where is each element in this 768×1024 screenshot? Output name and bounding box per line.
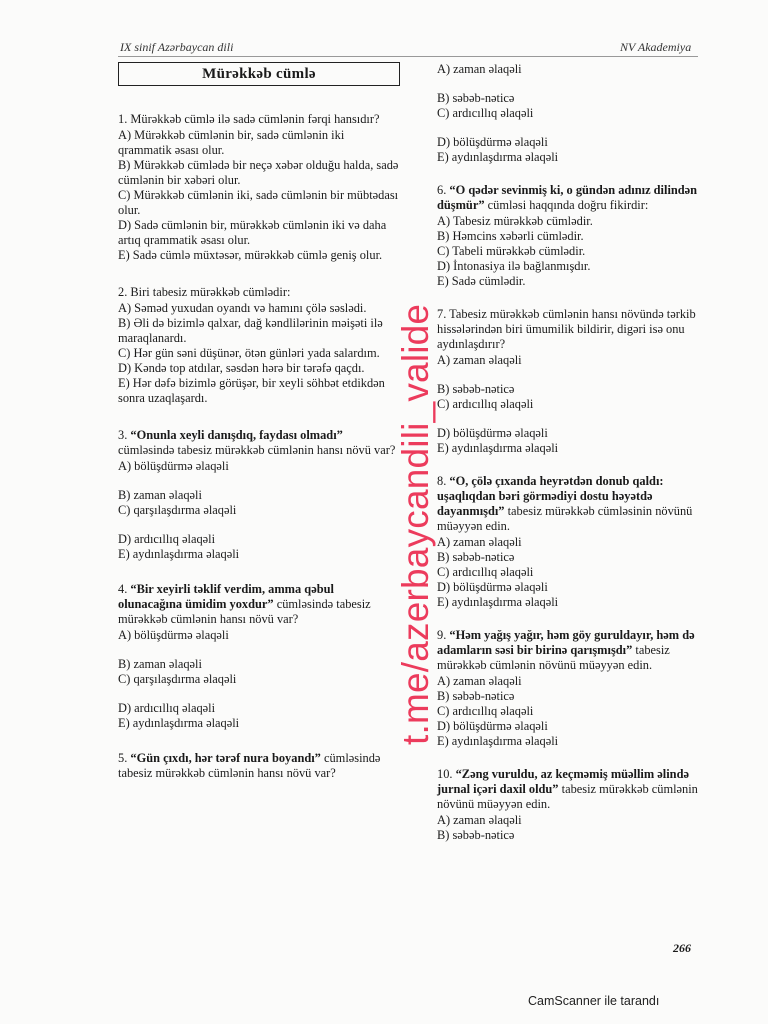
option-a: A) zaman əlaqəli xyxy=(437,535,522,549)
option-c: C) Mürəkkəb cümlənin iki, sadə cümlənin bir mübtədası olur. xyxy=(118,188,399,217)
option-d: D) Sadə cümlənin bir, mürəkkəb cümlənin iki və daha artıq qrammatik əsası olur. xyxy=(118,218,387,247)
question-5 xyxy=(118,751,400,781)
question-quote: “O qədər sevinmiş ki, o gündən adınız dilindən düşmür” xyxy=(437,183,698,212)
question-prompt: cümləsində tabesiz mürəkkəb cümlənin hansı növü var? xyxy=(118,597,371,626)
option-e: E) aydınlaşdırma əlaqəli xyxy=(437,595,559,609)
question-quote: “Gün çıxdı, hər tərəf nura boyandı” xyxy=(130,751,321,765)
telegram-watermark: t.me/azerbaycandili_valide xyxy=(395,303,436,745)
option-b: B) səbəb-nəticə xyxy=(437,689,515,703)
option-e: E) aydınlaşdırma əlaqəli xyxy=(437,150,559,164)
question-text: 7. Tabesiz mürəkkəb cümlənin hansı növündə tərkib hissələrindən biri ümumilik bildirir, digəri isə onu aydınlaşdırır? xyxy=(437,307,696,351)
question-1 xyxy=(118,112,400,263)
question-10 xyxy=(437,767,699,843)
option-e: E) aydınlaşdırma əlaqəli xyxy=(118,547,240,561)
question-number: 6. xyxy=(437,183,447,197)
option-e: E) aydınlaşdırma əlaqəli xyxy=(118,716,240,730)
right-column xyxy=(437,62,699,859)
question-text xyxy=(118,582,400,627)
question-text xyxy=(118,428,400,458)
question-quote: “O, çölə çıxanda heyrətdən donub qaldı: uşaqlıqdan bəri görmədiyi dostu həyətdə dayanmışdı” xyxy=(437,474,664,518)
question-quote: “Zəng vuruldu, az keçməmiş müəllim əlində jurnal içəri daxil oldu” xyxy=(437,767,689,796)
option-b: B) səbəb-nəticə xyxy=(437,382,515,396)
question-text xyxy=(437,183,699,213)
question-text xyxy=(437,767,699,812)
question-quote: “Bir xeyirli təklif verdim, amma qəbul olunacağına ümidim yoxdur” xyxy=(118,582,334,611)
option-c: C) qarşılaşdırma əlaqəli xyxy=(118,503,237,517)
option-c: C) ardıcıllıq əlaqəli xyxy=(437,397,534,411)
option-b: B) Mürəkkəb cümlədə bir neçə xəbər olduğu halda, sadə cümlənin bir xəbəri olur. xyxy=(118,158,399,187)
question-3 xyxy=(118,428,400,562)
option-d: D) bölüşdürmə əlaqəli xyxy=(437,580,548,594)
camscanner-footer: CamScanner ile tarandı xyxy=(528,994,660,1008)
question-text: 2. Biri tabesiz mürəkkəb cümlədir: xyxy=(118,285,291,299)
question-number: 9. xyxy=(437,628,447,642)
question-number: 8. xyxy=(437,474,447,488)
option-a: A) zaman əlaqəli xyxy=(437,353,522,367)
option-a: A) bölüşdürmə əlaqəli xyxy=(118,628,229,642)
option-b: B) Həmcins xəbərli cümlədir. xyxy=(437,229,584,243)
left-column xyxy=(118,62,400,797)
option-a: A) bölüşdürmə əlaqəli xyxy=(118,459,229,473)
question-prompt: tabesiz mürəkkəb cümlənin növünü müəyyən edin. xyxy=(437,643,670,672)
question-5-options xyxy=(437,62,699,165)
option-b: B) səbəb-nəticə xyxy=(437,550,515,564)
page-number: 266 xyxy=(673,941,691,955)
question-quote: “Onunla xeyli danışdıq, faydası olmadı” xyxy=(130,428,343,442)
option-a: A) Səməd yuxudan oyandı və hamını çölə səslədi. xyxy=(118,301,367,315)
header-divider xyxy=(118,56,698,57)
option-e: E) Sadə cümlə müxtəsər, mürəkkəb cümlə geniş olur. xyxy=(118,248,383,262)
option-d: D) bölüşdürmə əlaqəli xyxy=(437,719,548,733)
question-2 xyxy=(118,285,400,406)
option-a: A) Mürəkkəb cümlənin bir, sadə cümlənin iki qrammatik əsası olur. xyxy=(118,128,345,157)
option-d: D) bölüşdürmə əlaqəli xyxy=(437,135,548,149)
option-b: B) zaman əlaqəli xyxy=(118,488,202,502)
question-text: 1. Mürəkkəb cümlə ilə sadə cümlənin fərqi hansıdır? xyxy=(118,112,380,126)
question-number: 3. xyxy=(118,428,128,442)
question-text xyxy=(437,474,699,534)
option-d: D) İntonasiya ilə bağlanmışdır. xyxy=(437,259,591,273)
option-b: B) zaman əlaqəli xyxy=(118,657,202,671)
option-c: C) qarşılaşdırma əlaqəli xyxy=(118,672,237,686)
question-7 xyxy=(437,307,699,456)
question-prompt: tabesiz mürəkkəb cümlənin növünü müəyyən edin. xyxy=(437,782,698,811)
option-e: E) Hər dəfə bizimlə görüşər, bir xeyli söhbət etdikdən sonra uzaqlaşardı. xyxy=(118,376,385,405)
header-subject: IX sinif Azərbaycan dili xyxy=(120,40,234,54)
option-d: D) ardıcıllıq əlaqəli xyxy=(118,701,216,715)
option-a: A) zaman əlaqəli xyxy=(437,813,522,827)
question-quote: “Həm yağış yağır, həm göy guruldayır, həm də adamların səsi bir birinə qarışmışdı” xyxy=(437,628,695,657)
question-prompt: cümləsi haqqında doğru fikirdir: xyxy=(487,198,649,212)
question-number: 10. xyxy=(437,767,453,781)
option-c: C) ardıcıllıq əlaqəli xyxy=(437,106,534,120)
question-number: 4. xyxy=(118,582,128,596)
question-number: 5. xyxy=(118,751,128,765)
option-a: A) zaman əlaqəli xyxy=(437,62,522,76)
question-6 xyxy=(437,183,699,289)
option-e: E) aydınlaşdırma əlaqəli xyxy=(437,734,559,748)
option-e: E) aydınlaşdırma əlaqəli xyxy=(437,441,559,455)
question-prompt: tabesiz mürəkkəb cümləsinin növünü müəyyən edin. xyxy=(437,504,693,533)
option-c: C) ardıcıllıq əlaqəli xyxy=(437,565,534,579)
option-d: D) ardıcıllıq əlaqəli xyxy=(118,532,216,546)
option-a: A) zaman əlaqəli xyxy=(437,674,522,688)
question-8 xyxy=(437,474,699,610)
question-9 xyxy=(437,628,699,749)
option-c: C) Hər gün səni düşünər, ötən günləri yada salardım. xyxy=(118,346,380,360)
option-a: A) Tabesiz mürəkkəb cümlədir. xyxy=(437,214,593,228)
option-c: C) Tabeli mürəkkəb cümlədir. xyxy=(437,244,586,258)
question-prompt: cümləsində tabesiz mürəkkəb cümlənin hansı növü var? xyxy=(118,443,396,457)
option-c: C) ardıcıllıq əlaqəli xyxy=(437,704,534,718)
option-b: B) səbəb-nəticə xyxy=(437,91,515,105)
section-title: Mürəkkəb cümlə xyxy=(118,62,400,86)
header-publisher: NV Akademiya xyxy=(620,40,692,54)
option-b: B) Əli də bizimlə qalxar, dağ kəndlilərinin məişəti ilə maraqlanardı. xyxy=(118,316,383,345)
question-prompt: cümləsində tabesiz mürəkkəb cümlənin hansı növü var? xyxy=(118,751,381,780)
option-e: E) Sadə cümlədir. xyxy=(437,274,526,288)
question-text xyxy=(118,751,400,781)
option-d: D) bölüşdürmə əlaqəli xyxy=(437,426,548,440)
option-b: B) səbəb-nəticə xyxy=(437,828,515,842)
question-text xyxy=(437,628,699,673)
option-d: D) Kəndə top atdılar, səsdən hərə bir tərəfə qaçdı. xyxy=(118,361,365,375)
question-4 xyxy=(118,582,400,731)
